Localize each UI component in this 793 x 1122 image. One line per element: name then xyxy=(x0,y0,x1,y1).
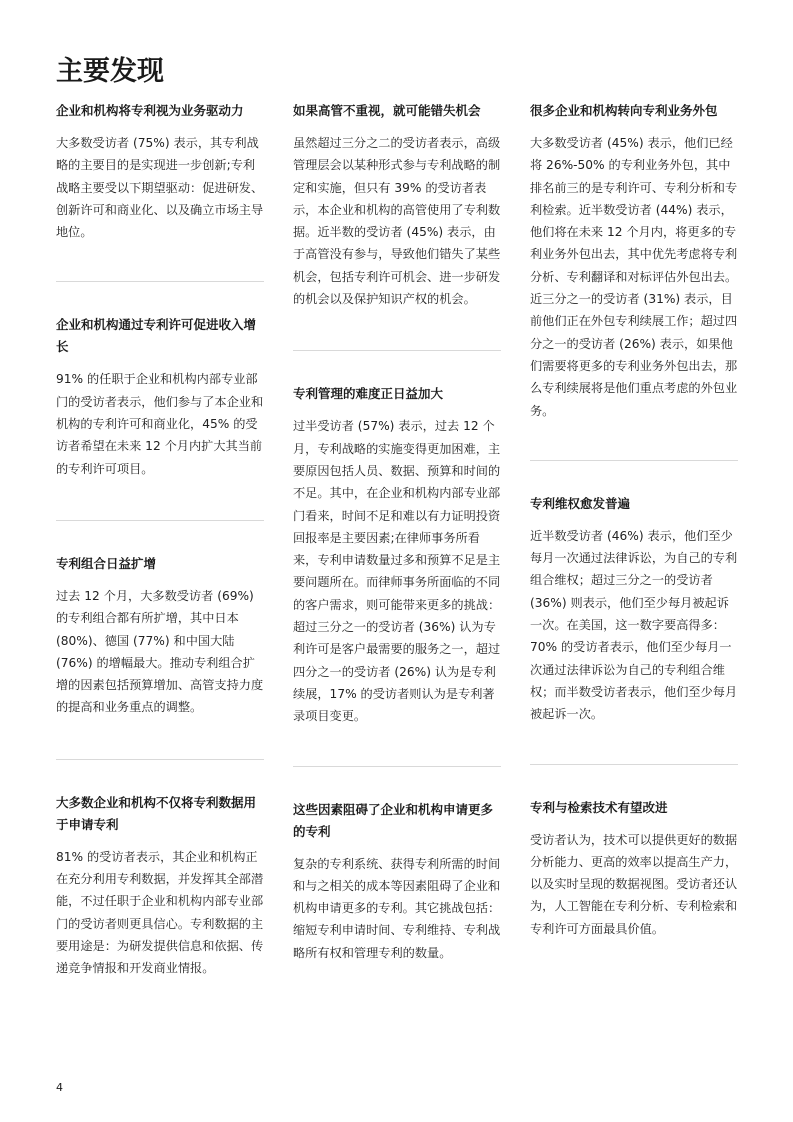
finding-management-difficulty xyxy=(293,383,501,727)
section-divider xyxy=(530,460,738,461)
finding-patent-data-usage xyxy=(56,792,264,980)
section-divider xyxy=(530,764,738,765)
section-body: 虽然超过三分之二的受访者表示，高级管理层会以某种形式参与专利战略的制定和实施，但只有 39% 的受访者表示，本企业和机构的高管使用了专利数据。近半数的受访者 (45%) 表示，由于高管没有参与，导致他们错失了某些机会，包括专利许可机会、进一步研发的机会以及保护知识产权的机会。 xyxy=(293,136,501,307)
section-heading: 企业和机构将专利视为业务驱动力 xyxy=(56,103,244,118)
section-divider xyxy=(293,350,501,351)
section-heading: 专利与检索技术有望改进 xyxy=(530,799,668,815)
section-divider xyxy=(56,281,264,282)
section-divider xyxy=(293,766,501,767)
finding-licensing-revenue xyxy=(56,314,264,479)
section-body: 91% 的任职于企业和机构内部专业部门的受访者表示，他们参与了本企业和机构的专利许可和商业化，45% 的受访者希望在未来 12 个月内扩大其当前的专利许可项目。 xyxy=(56,372,264,476)
finding-technology-improvement xyxy=(530,797,738,940)
finding-executive-engagement xyxy=(293,100,501,310)
section-body: 大多数受访者 (75%) 表示，其专利战略的主要目的是实现进一步创新;专利战略主要受以下期望驱动：促进研发、创新许可和商业化、以及确立市场主导地位。 xyxy=(56,136,264,240)
section-heading: 很多企业和机构转向专利业务外包 xyxy=(530,103,718,118)
finding-outsourcing xyxy=(530,100,738,422)
section-heading: 如果高管不重视，就可能错失机会 xyxy=(293,103,481,118)
section-heading: 这些因素阻碍了企业和机构申请更多的专利 xyxy=(293,801,494,839)
page-title: 主要发现 xyxy=(56,56,164,87)
section-body: 过半受访者 (57%) 表示，过去 12 个月，专利战略的实施变得更加困难，主要原因包括人员、数据、预算和时间的不足。其中，在企业和机构内部专业部门看来，时间不足和难以有力证明投资回报率是主要因素;在律师事务所看来，专利申请数量过多和预算不足是主要问题所在。而律师事务所面临的不同的客户需求，则可能带来更多的挑战：超过三分之一的受访者 (36%) 认为专利许可是客户最需要的服务之一，超过四分之一的受访者 (26%) 认为是专利续展，17% 的受访者则认为是专利著录项目变更。 xyxy=(293,419,501,724)
section-body: 复杂的专利系统、获得专利所需的时间和与之相关的成本等因素阻碍了企业和机构申请更多的专利。其它挑战包括：缩短专利申请时间、专利维持、专利战略所有权和管理专利的数量。 xyxy=(293,856,501,960)
section-divider xyxy=(56,520,264,521)
finding-patents-as-business-driver xyxy=(56,100,264,243)
section-heading: 大多数企业和机构不仅将专利数据用于申请专利 xyxy=(56,794,257,832)
column-middle xyxy=(293,100,501,964)
section-heading: 企业和机构通过专利许可促进收入增长 xyxy=(56,317,257,355)
finding-filing-obstacles xyxy=(293,799,501,964)
section-body: 过去 12 个月，大多数受访者 (69%) 的专利组合都有所扩增，其中日本 (80%)、德国 (77%) 和中国大陆 (76%) 的增幅最大。推动专利组合扩增的因素包括预算增加、高管支持力度的提高和业务重点的调整。 xyxy=(56,588,264,715)
section-body: 近半数受访者 (46%) 表示，他们至少每月一次通过法律诉讼，为自己的专利组合维权；超过三分之一的受访者 (36%) 则表示，他们至少每月被起诉一次。在美国，这一数字要高得多：70% 的受访者表示，他们至少每月一次通过法律诉讼为自己的专利组合维权；而半数受访者表示，他们至少每月被起诉一次。 xyxy=(530,528,738,722)
finding-enforcement xyxy=(530,493,738,726)
finding-portfolio-growth xyxy=(56,553,264,719)
column-left xyxy=(56,100,264,980)
section-body: 受访者认为，技术可以提供更好的数据分析能力、更高的效率以提高生产力，以及实时呈现的数据视图。受访者还认为，人工智能在专利分析、专利检索和专利许可方面最具价值。 xyxy=(530,832,738,936)
section-body: 81% 的受访者表示，其企业和机构正在充分利用专利数据，并发挥其全部潜能，不过任职于企业和机构内部专业部门的受访者则更具信心。专利数据的主要用途是：为研发提供信息和依据、传递竞争情报和开发商业情报。 xyxy=(56,849,264,976)
section-divider xyxy=(56,759,264,760)
section-heading: 专利维权愈发普遍 xyxy=(530,495,631,511)
page-number: 4 xyxy=(56,1081,63,1094)
section-heading: 专利管理的难度正日益加大 xyxy=(293,386,444,402)
section-heading: 专利组合日益扩增 xyxy=(56,555,157,571)
section-body: 大多数受访者 (45%) 表示，他们已经将 26%-50% 的专利业务外包，其中排名前三的是专利许可、专利分析和专利检索。近半数受访者 (44%) 表示，他们将在未来 12 个月内，将更多的专利业务外包出去，其中优先考虑将专利分析、专利翻译和对标评估外包出去。近三分之一的受访者 (31%) 表示，目前他们正在外包专利续展工作；超过四分之一的受访者 (26%) 表示，如果他们需要将更多的专利业务外包出去，那么专利续展将是他们重点考虑的外包业务。 xyxy=(530,136,738,418)
column-right xyxy=(530,100,738,940)
